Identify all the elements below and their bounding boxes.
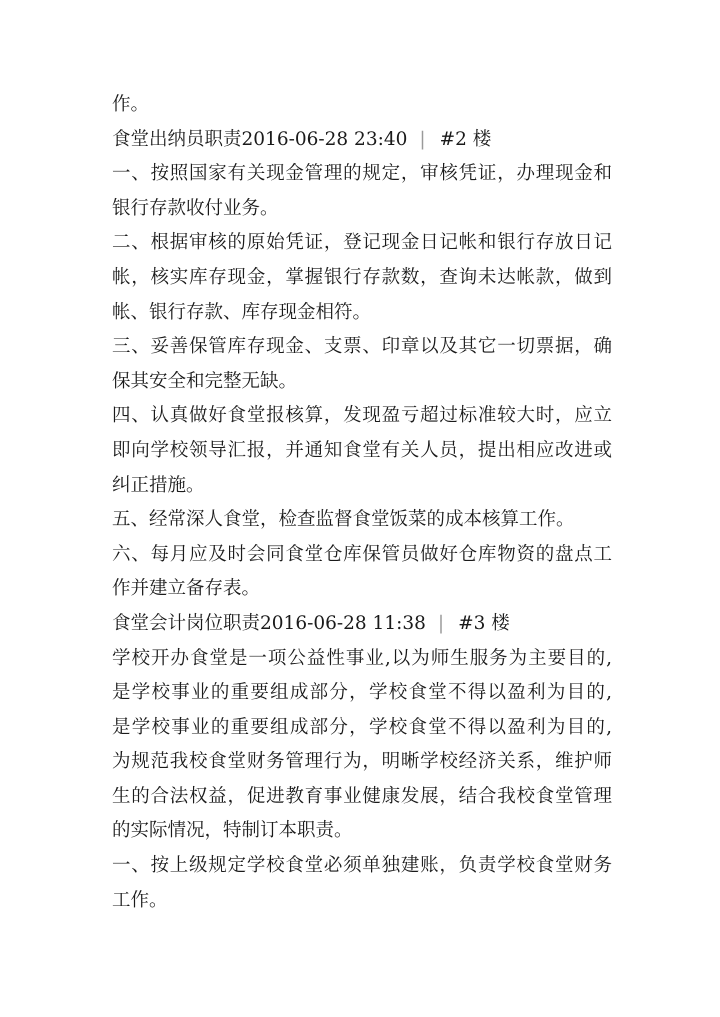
text-line: 的实际情况，特制订本职责。 xyxy=(112,820,353,842)
document-body xyxy=(112,88,612,918)
text-line: 帐，核实库存现金，掌握银行存款数，查询未达帐款，做到 xyxy=(112,266,612,288)
text-line: 为规范我校食堂财务管理行为，明晰学校经济关系，维护师 xyxy=(112,751,612,773)
text-line: 作并建立备存表。 xyxy=(112,578,261,600)
text-line: 一、按上级规定学校食堂必须单独建账，负责学校食堂财务 xyxy=(112,855,612,877)
post-header-3 xyxy=(112,607,612,642)
text-line: 作。 xyxy=(112,94,150,115)
text-line: 银行存款收付业务。 xyxy=(112,197,279,219)
post-separator: | xyxy=(437,612,445,634)
post-floor: #2 楼 xyxy=(439,128,492,150)
text-line: 五、经常深人食堂，检查监督食堂饭菜的成本核算工作。 xyxy=(112,509,575,531)
text-line: 一、按照国家有关现金管理的规定，审核凭证，办理现金和 xyxy=(112,163,612,185)
post-floor: #3 楼 xyxy=(458,612,510,634)
post-title: 食堂会计岗位职责 xyxy=(112,612,261,634)
post-separator: | xyxy=(419,128,426,150)
text-line: 工作。 xyxy=(112,889,168,911)
post-header-2 xyxy=(112,123,612,158)
text-line: 是学校事业的重要组成部分，学校食堂不得以盈利为目的, xyxy=(112,716,612,738)
text-line: 生的合法权益，促进教育事业健康发展，结合我校食堂管理 xyxy=(112,785,612,807)
text-line: 即向学校领导汇报，并通知食堂有关人员，提出相应改进或 xyxy=(112,439,612,461)
text-line: 二、根据审核的原始凭证，登记现金日记帐和银行存放日记 xyxy=(112,232,612,254)
text-line: 帐、银行存款、库存现金相符。 xyxy=(112,301,372,323)
post-timestamp: 2016-06-28 11:38 xyxy=(260,612,426,634)
text-line: 三、妥善保管库存现金、支票、印章以及其它一切票据，确 xyxy=(112,336,612,358)
text-line: 学校开办食堂是一项公益性事业,以为师生服务为主要目的, xyxy=(112,647,612,669)
post-timestamp: 2016-06-28 23:40 xyxy=(241,128,408,150)
text-line: 六、每月应及时会同食堂仓库保管员做好仓库物资的盘点工 xyxy=(112,543,612,565)
text-line: 是学校事业的重要组成部分，学校食堂不得以盈利为目的, xyxy=(112,682,612,704)
text-line: 纠正措施。 xyxy=(112,474,205,496)
text-line: 保其安全和完整无缺。 xyxy=(112,370,298,392)
text-line: 四、认真做好食堂报核算，发现盈亏超过标准较大时，应立 xyxy=(112,405,612,427)
post-title: 食堂出纳员职责 xyxy=(112,128,242,150)
